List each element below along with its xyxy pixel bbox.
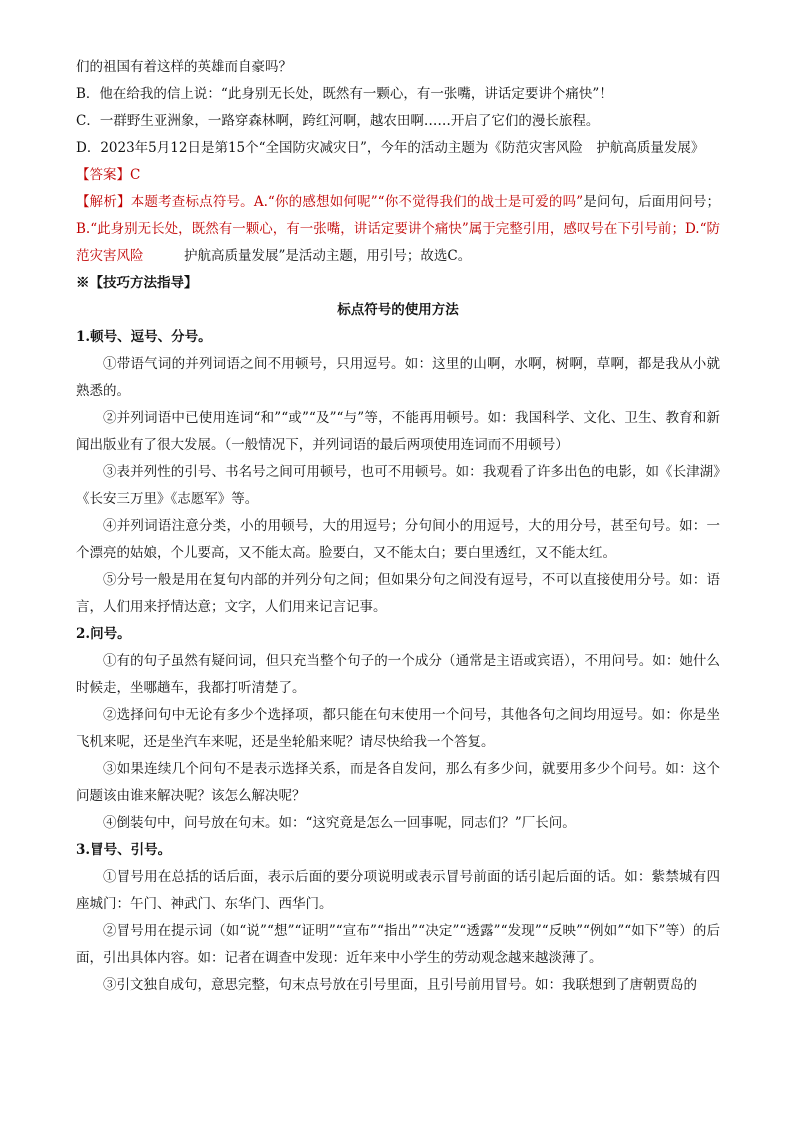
section-heading: 3.冒号、引号。 <box>76 842 172 858</box>
section-item: ④倒装句中，问号放在句末。如：“这究竟是怎么一回事呢，同志们？”厂长问。 <box>103 815 576 831</box>
section-item: ①带语气词的并列词语之间不用顿号，只用逗号。如：这里的山啊，水啊，树啊，草啊，都是我从小就熟悉的。 <box>76 356 720 399</box>
section-item: ③表并列性的引号、书名号之间可用顿号，也可不用顿号。如：我观看了许多出色的电影，如《长津湖》《长安三万里》《志愿军》等。 <box>76 464 720 507</box>
section-item: ⑤分号一般是用在复句内部的并列分句之间；但如果分句之间没有逗号，不可以直接使用分号。如：语言，人们用来抒情达意；文字，人们用来记言记事。 <box>76 572 720 615</box>
guide-heading: ※【技巧方法指导】 <box>76 275 198 291</box>
option-d: D．2023年5月12日是第15个“全国防灾减灾日”，今年的活动主题为《防范灾害风险 护航高质量发展》 <box>76 140 705 156</box>
section-item: ①有的句子虽然有疑问词，但只充当整个句子的一个成分（通常是主语或宾语），不用问号。如：她什么时候走，坐哪趟车，我都打听清楚了。 <box>76 653 720 696</box>
section-item: ②冒号用在提示词（如“说”“想”“证明”“宣布”“指出”“决定”“透露”“发现”“反映”“例如”“如下”等）的后面，引出具体内容。如：记者在调查中发现：近年来中小学生的劳动观念越来越淡薄了。 <box>76 923 720 966</box>
answer-line <box>76 162 720 189</box>
section-heading: 1.顿号、逗号、分号。 <box>76 329 212 345</box>
analysis-text-black-2: 护航高质量发展”是活动主题，用引号；故选C。 <box>184 248 472 264</box>
option-c: C．一群野生亚洲象，一路穿森林啊，跨红河啊，越农田啊……开启了它们的漫长旅程。 <box>76 113 600 129</box>
analysis-text-red-2: B.“此身别无长处，既然有一颗心，有一张嘴，讲话定要讲个痛快”属于完整引用，感叹号在下引号前；D.“防范灾害风险 <box>76 221 720 264</box>
analysis-label: 【解析】 <box>76 194 131 210</box>
option-b: B．他在给我的信上说：“此身别无长处，既然有一颗心，有一张嘴，讲话定要讲个痛快”！ <box>76 86 613 102</box>
analysis-text-red-1: 本题考查标点符号。A.“你的感想如何呢”“你不觉得我们的战士是可爱的吗” <box>130 194 584 210</box>
section-item: ①冒号用在总括的话后面，表示后面的要分项说明或表示冒号前面的话引起后面的话。如：紫禁城有四座城门：午门、神武门、东华门、西华门。 <box>76 869 720 912</box>
analysis-block <box>76 189 720 270</box>
analysis-text-black-1: 是问句，后面用问号； <box>583 194 721 210</box>
section-item: ③如果连续几个问句不是表示选择关系，而是各自发问，那么有多少问，就要用多少个问号。如：这个问题该由谁来解决呢？该怎么解决呢？ <box>76 761 720 804</box>
guide-title: 标点符号的使用方法 <box>337 302 459 318</box>
document-page <box>76 54 720 999</box>
section-item: ④并列词语注意分类，小的用顿号，大的用逗号；分句间小的用逗号，大的用分号，甚至句号。如：一个漂亮的姑娘，个儿要高，又不能太高。脸要白，又不能太白；要白里透红，又不能太红。 <box>76 518 720 561</box>
question-continuation: 们的祖国有着这样的英雄而自豪吗？ <box>76 59 292 75</box>
section-heading: 2.问号。 <box>76 626 131 642</box>
section-item: ②并列词语中已使用连词“和”“或”“及”“与”等，不能再用顿号。如：我国科学、文化、卫生、教育和新闻出版业有了很大发展。（一般情况下，并列词语的最后两项使用连词而不用顿号） <box>76 410 720 453</box>
section-item: ③引文独自成句，意思完整，句末点号放在引号里面，且引号前用冒号。如：我联想到了唐朝贾岛的 <box>103 977 697 993</box>
section-item: ②选择问句中无论有多少个选择项，都只能在句末使用一个问号，其他各句之间均用逗号。如：你是坐飞机来呢，还是坐汽车来呢，还是坐轮船来呢？请尽快给我一个答复。 <box>76 707 720 750</box>
answer-value: C <box>130 167 141 183</box>
answer-label: 【答案】 <box>76 167 130 183</box>
